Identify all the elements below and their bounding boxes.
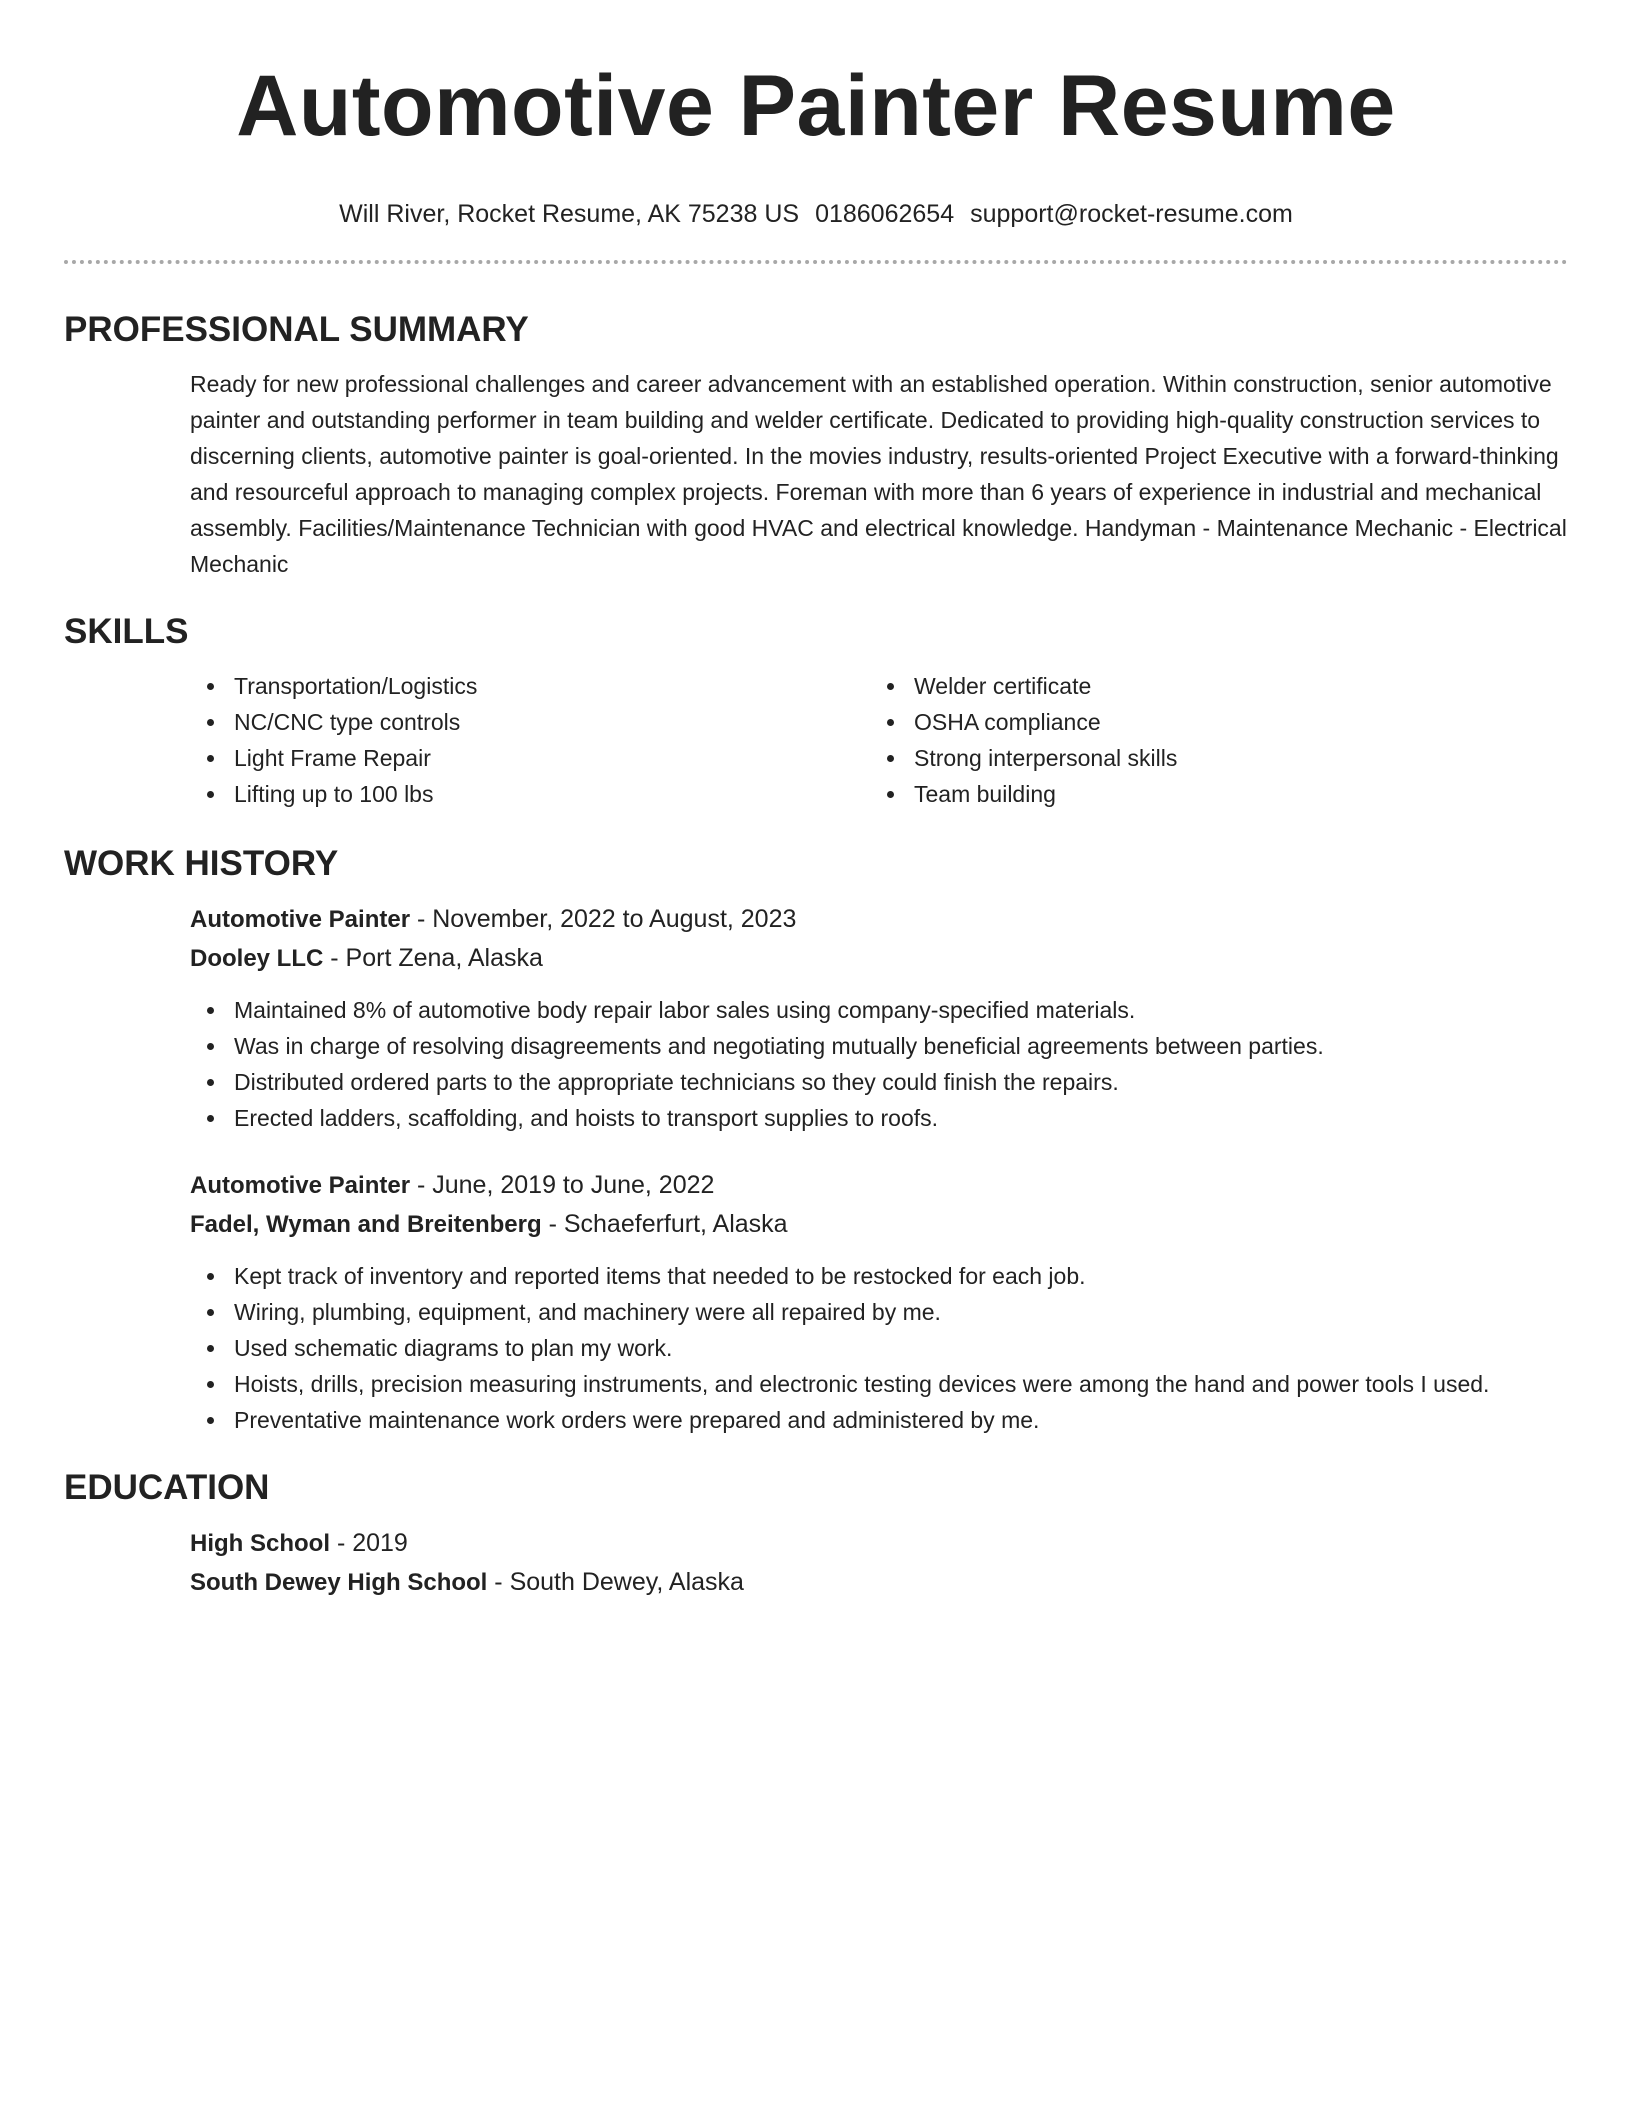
summary-body [64,366,1568,582]
education-degree-line [190,1524,1568,1563]
resume-title: Automotive Painter Resume [236,58,1396,154]
skill-item: Transportation/Logistics [234,668,870,704]
skill-item: Lifting up to 100 lbs [234,776,870,812]
header-divider [64,260,1568,264]
skill-item: Light Frame Repair [234,740,870,776]
skills-column-right [870,668,1550,812]
job-duty: Erected ladders, scaffolding, and hoists to transport supplies to roofs. [234,1100,1568,1136]
job-location: - Port Zena, Alaska [323,944,543,972]
skills-column-left [190,668,870,812]
skill-item: NC/CNC type controls [234,704,870,740]
summary-heading: PROFESSIONAL SUMMARY [64,310,529,349]
education-heading: EDUCATION [64,1468,270,1507]
job-dates: - June, 2019 to June, 2022 [410,1171,715,1199]
job-duty: Preventative maintenance work orders were prepared and administered by me. [234,1402,1568,1438]
summary-section [64,308,1568,582]
skills-body [64,668,1568,812]
job-title-line [190,900,1568,939]
job-dates: - November, 2022 to August, 2023 [410,905,797,933]
contact-address: Will River, Rocket Resume, AK 75238 US [339,200,800,228]
skills-list-left [190,668,870,812]
job-title: Automotive Painter [190,906,411,933]
job-duty: Was in charge of resolving disagreements and negotiating mutually beneficial agreements between parties. [234,1028,1568,1064]
job-company-line [190,939,1568,978]
job-duty: Used schematic diagrams to plan my work. [234,1330,1568,1366]
contact-email: support@rocket-resume.com [970,200,1293,228]
job-duties-list [190,1258,1568,1438]
skills-heading: SKILLS [64,612,189,651]
work-history-section [64,842,1568,1438]
job-duty: Kept track of inventory and reported items that needed to be restocked for each job. [234,1258,1568,1294]
skill-item: OSHA compliance [914,704,1550,740]
education-degree: High School [190,1530,330,1557]
contact-line [64,198,1568,230]
job-duty: Wiring, plumbing, equipment, and machinery were all repaired by me. [234,1294,1568,1330]
education-year: - 2019 [330,1529,408,1557]
job-duty: Distributed ordered parts to the appropriate technicians so they could finish the repairs. [234,1064,1568,1100]
job-entry [64,900,1568,1136]
education-school-line [190,1563,1568,1602]
skills-grid [190,668,1568,812]
work-history-heading: WORK HISTORY [64,844,339,883]
job-company: Fadel, Wyman and Breitenberg [190,1211,542,1238]
skill-item: Strong interpersonal skills [914,740,1550,776]
education-entry [64,1524,1568,1602]
skill-item: Welder certificate [914,668,1550,704]
skills-section [64,610,1568,812]
skills-list-right [870,668,1550,812]
job-duty: Maintained 8% of automotive body repair labor sales using company-specified materials. [234,992,1568,1028]
job-location: - Schaeferfurt, Alaska [541,1210,788,1238]
contact-phone: 0186062654 [815,200,955,228]
summary-text: Ready for new professional challenges and career advancement with an established operation. Within construction, senior automotive painter and outstanding performer in team building and welder certificate. Dedicated to providing high-quality construction services to discerning clients, automotive painter is goal-oriented. In the movies industry, results-oriented Project Executive with a forward-thinking and resourceful approach to managing complex projects. Foreman with more than 6 years of experience in industrial and mechanical assembly. Facilities/Maintenance Technician with good HVAC and electrical knowledge. Handyman - Maintenance Mechanic - Electrical Mechanic [190,371,1567,577]
education-school: South Dewey High School [190,1569,488,1596]
job-title-line [190,1166,1568,1205]
job-duties-list [190,992,1568,1136]
education-location: - South Dewey, Alaska [487,1568,744,1596]
education-section [64,1466,1568,1602]
skill-item: Team building [914,776,1550,812]
job-company-line [190,1205,1568,1244]
job-title: Automotive Painter [190,1172,411,1199]
job-company: Dooley LLC [190,945,324,972]
job-duty: Hoists, drills, precision measuring instruments, and electronic testing devices were among the hand and power tools I used. [234,1366,1568,1402]
job-entry [64,1166,1568,1438]
